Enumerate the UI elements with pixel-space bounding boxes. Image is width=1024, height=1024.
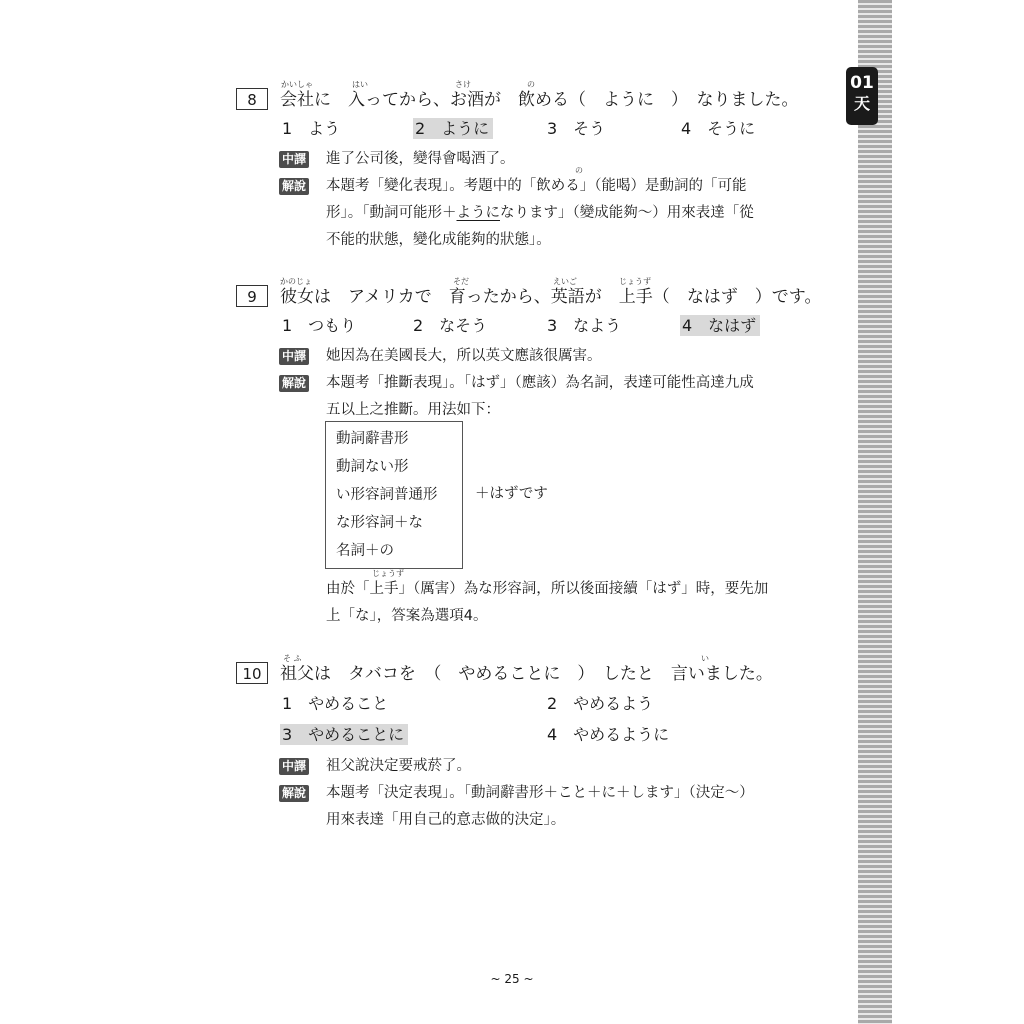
stem-text: ） したと 言いました。	[560, 664, 773, 684]
day-tab-unit: 天	[853, 94, 870, 113]
option-4: 4 そうに	[681, 119, 756, 138]
furigana: えいご	[553, 277, 577, 286]
answer-highlight: 4 なはず	[680, 315, 760, 336]
furigana: かのじょ	[280, 277, 312, 286]
question-9-stem	[280, 286, 821, 308]
stem-text: ） なりました。	[654, 90, 799, 110]
stem-text: 祖父は タバコを （	[280, 664, 459, 684]
usage-row: 動詞辭書形	[336, 431, 409, 447]
note-line: 由於「上手」（厲害）為な形容詞，所以後面接續「はず」時，要先加	[326, 581, 769, 597]
explanation-line: 五以上之推斷。用法如下：	[326, 402, 500, 418]
option-2-correct	[413, 118, 493, 140]
stem-answer: やめることに	[458, 664, 561, 684]
furigana: の	[527, 80, 535, 89]
option-4-correct	[680, 315, 760, 337]
translation-tag: 中譯	[279, 758, 309, 775]
answer-highlight: 3 やめることに	[280, 724, 408, 745]
explanation-line: 本題考「推斷表現」。「はず」（應該）為名詞，表達可能性高達九成	[326, 375, 754, 391]
page-margin	[892, 0, 1024, 1024]
usage-row: い形容詞普通形	[336, 487, 438, 503]
explanation-line	[326, 200, 754, 227]
usage-table	[325, 421, 463, 569]
translation-text: 祖父說決定要戒菸了。	[326, 758, 471, 774]
option-3: 3 なよう	[547, 316, 622, 335]
furigana: そだ	[453, 277, 469, 286]
stem-text: ）です。	[737, 287, 822, 307]
translation-tag: 中譯	[279, 348, 309, 365]
stem-answer: なはず	[686, 287, 738, 307]
option-4: 4 やめるように	[547, 725, 670, 744]
furigana: じょうず	[372, 569, 404, 578]
translation-text: 她因為在美國長大，所以英文應該很厲害。	[326, 348, 602, 364]
note-line: 上「な」，答案為選項4。	[326, 608, 488, 624]
explanation-line: 不能的狀態，變化成能夠的狀態」。	[326, 232, 551, 248]
furigana: さけ	[455, 80, 471, 89]
option-2: 2 やめるよう	[547, 694, 654, 713]
translation-tag: 中譯	[279, 151, 309, 168]
usage-suffix: ＋はずです	[475, 486, 548, 502]
page-number: ~ 25 ~	[490, 972, 534, 986]
furigana: はい	[352, 80, 368, 89]
explanation-text: なります」（變成能夠～）用來表達「從	[500, 205, 754, 221]
explanation-line: 本題考「變化表現」。考題中的「飲める」（能喝）是動詞的「可能	[326, 178, 747, 194]
question-8-stem	[280, 89, 799, 111]
translation-text: 進了公司後，變得會喝酒了。	[326, 151, 515, 167]
usage-row: 名詞＋の	[336, 543, 394, 559]
day-tab	[846, 67, 878, 125]
question-number-9: 9	[236, 285, 268, 307]
option-1: 1 つもり	[282, 316, 357, 335]
option-2: 2 なそう	[413, 316, 488, 335]
furigana: かいしゃ	[281, 80, 313, 89]
question-number-10: 10	[236, 662, 268, 684]
option-1: 1 よう	[282, 119, 341, 138]
explanation-tag: 解說	[279, 375, 309, 392]
explanation-line: 本題考「決定表現」。「動詞辭書形＋こと＋に＋します」（決定～）	[326, 785, 754, 801]
question-10-stem	[280, 663, 773, 685]
furigana: そ ふ	[283, 654, 302, 663]
option-3-correct	[280, 724, 408, 746]
explanation-text: 形」。「動詞可能形＋ように	[326, 205, 500, 221]
furigana: じょうず	[619, 277, 651, 286]
underlined-grammar: ように	[456, 205, 500, 221]
stem-answer: ように	[603, 90, 654, 110]
explanation-line: 用來表達「用自己的意志做的決定」。	[326, 812, 566, 828]
furigana: い	[701, 654, 709, 663]
explanation-tag: 解說	[279, 178, 309, 195]
stem-text: 彼女は アメリカで 育ったから、英語が 上手（	[280, 287, 687, 307]
page-edge-strip	[858, 0, 892, 1024]
usage-row: な形容詞＋な	[336, 515, 423, 531]
option-1: 1 やめること	[282, 694, 389, 713]
usage-row: 動詞ない形	[336, 459, 409, 475]
day-tab-number: 01	[850, 73, 874, 93]
answer-highlight: 2 ように	[413, 118, 493, 139]
explanation-tag: 解說	[279, 785, 309, 802]
question-number-8: 8	[236, 88, 268, 110]
stem-text: 会社に 入ってから、お酒が 飲める（	[280, 90, 603, 110]
option-3: 3 そう	[547, 119, 606, 138]
furigana: の	[575, 166, 583, 175]
